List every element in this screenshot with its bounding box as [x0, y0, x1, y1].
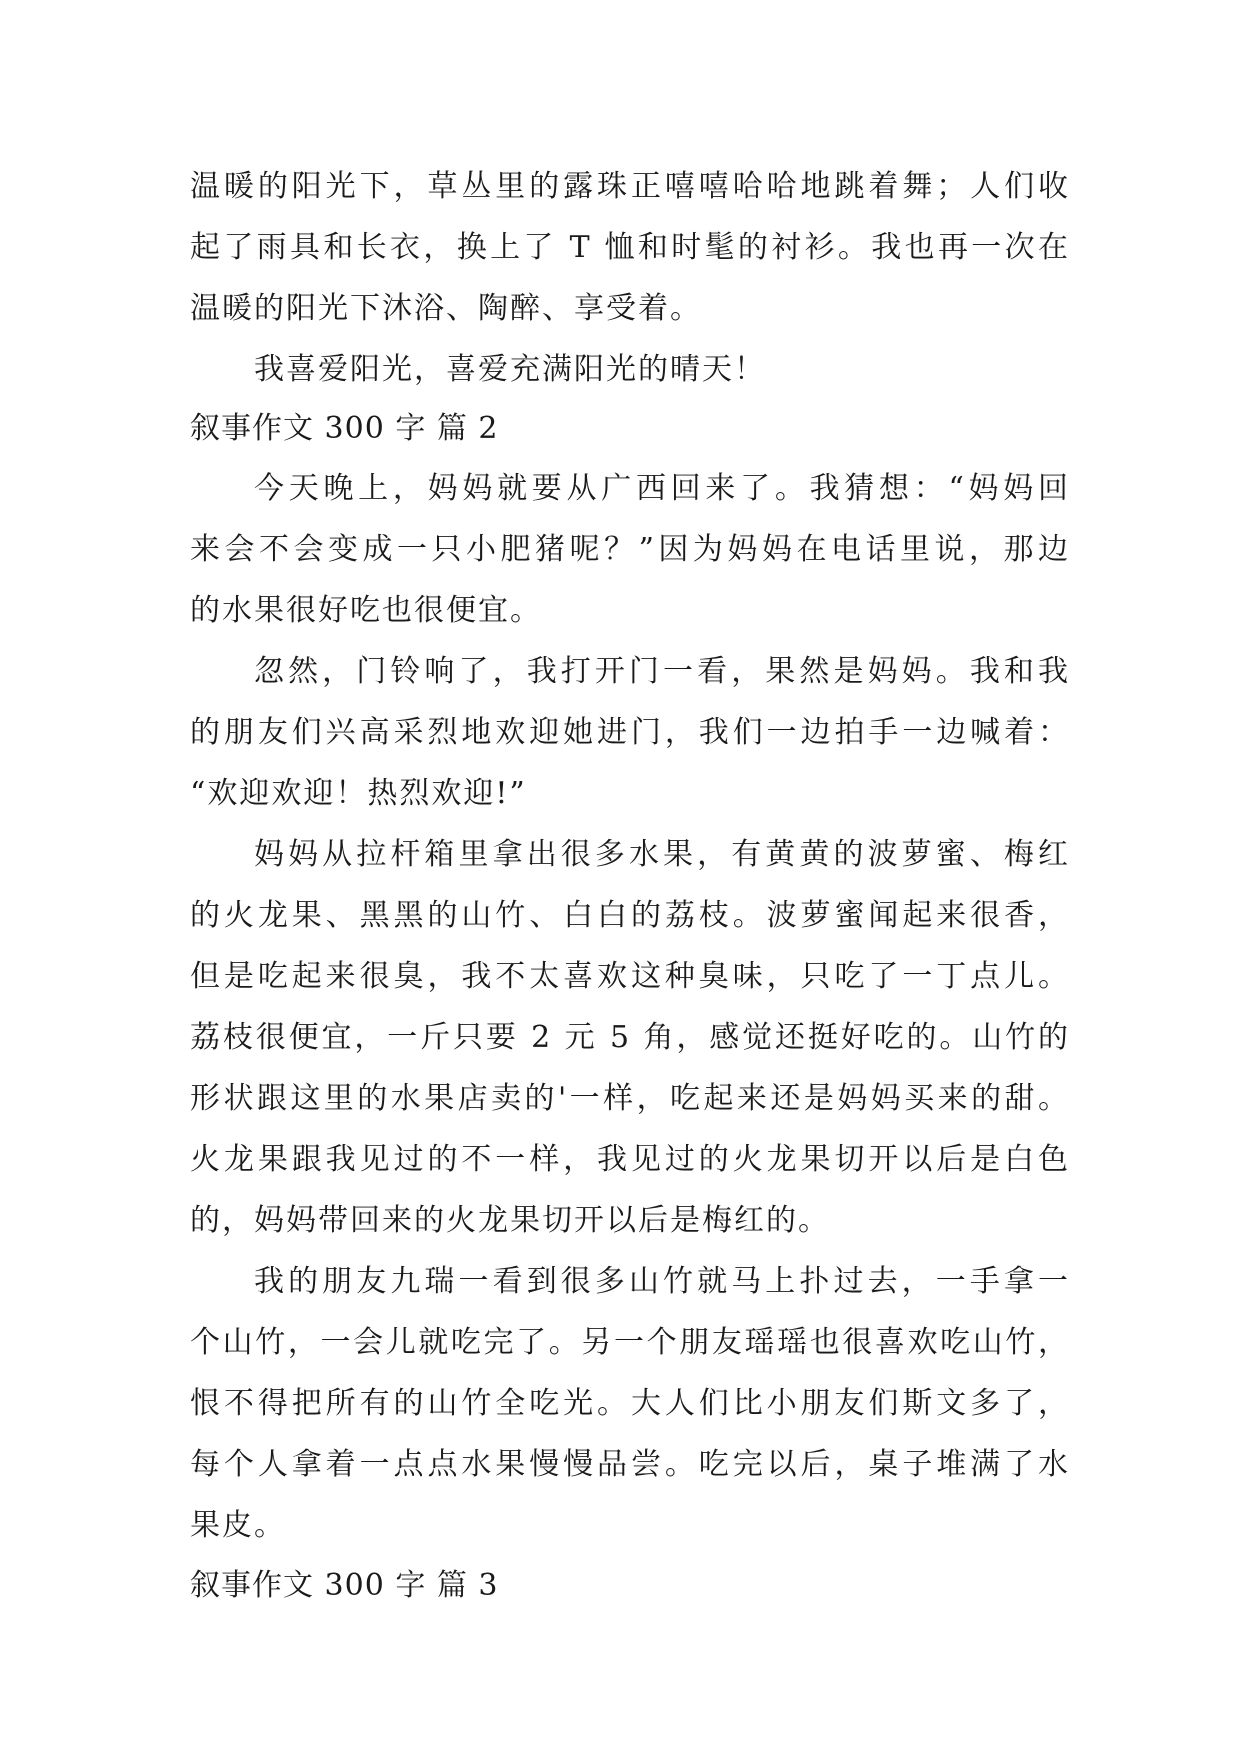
paragraph-line: 形状跟这里的水果店卖的'一样，吃起来还是妈妈买来的甜。 [190, 1081, 1070, 1116]
paragraph-line: 火龙果跟我见过的不一样，我见过的火龙果切开以后是白色 [190, 1142, 1070, 1177]
paragraph-line: 的，妈妈带回来的火龙果切开以后是梅红的。 [190, 1203, 830, 1238]
paragraph-line: 我喜爱阳光，喜爱充满阳光的晴天！ [254, 352, 766, 387]
paragraph-line: 的火龙果、黑黑的山竹、白白的荔枝。波萝蜜闻起来很香， [190, 898, 1070, 933]
paragraph-line: 但是吃起来很臭，我不太喜欢这种臭味，只吃了一丁点儿。 [190, 959, 1070, 994]
paragraph-line: 的水果很好吃也很便宜。 [190, 593, 542, 628]
paragraph-line: “欢迎欢迎！热烈欢迎!” [190, 776, 527, 811]
section-heading: 叙事作文 300 字 篇 3 [190, 1568, 499, 1603]
paragraph-line: 荔枝很便宜，一斤只要 2 元 5 角，感觉还挺好吃的。山竹的 [190, 1020, 1070, 1055]
paragraph-line: 温暖的阳光下，草丛里的露珠正嘻嘻哈哈地跳着舞；人们收 [190, 169, 1070, 204]
paragraph-line: 起了雨具和长衣，换上了 T 恤和时髦的衬衫。我也再一次在 [190, 230, 1070, 265]
section-heading: 叙事作文 300 字 篇 2 [190, 411, 499, 446]
paragraph-line: 每个人拿着一点点水果慢慢品尝。吃完以后，桌子堆满了水 [190, 1447, 1070, 1482]
paragraph-line: 妈妈从拉杆箱里拿出很多水果，有黄黄的波萝蜜、梅红 [254, 837, 1070, 872]
paragraph-line: 温暖的阳光下沐浴、陶醉、享受着。 [190, 291, 702, 326]
paragraph-line: 忽然，门铃响了，我打开门一看，果然是妈妈。我和我 [254, 654, 1070, 689]
paragraph-line: 恨不得把所有的山竹全吃光。大人们比小朋友们斯文多了， [190, 1386, 1070, 1421]
paragraph-line: 果皮。 [190, 1508, 286, 1543]
paragraph-line: 的朋友们兴高采烈地欢迎她进门，我们一边拍手一边喊着： [190, 715, 1070, 750]
paragraph-line: 来会不会变成一只小肥猪呢？”因为妈妈在电话里说，那边 [190, 532, 1070, 567]
paragraph-line: 我的朋友九瑞一看到很多山竹就马上扑过去，一手拿一 [254, 1264, 1070, 1299]
paragraph-line: 个山竹，一会儿就吃完了。另一个朋友瑶瑶也很喜欢吃山竹， [190, 1325, 1070, 1360]
paragraph-line: 今天晚上，妈妈就要从广西回来了。我猜想：“妈妈回 [254, 471, 1070, 506]
